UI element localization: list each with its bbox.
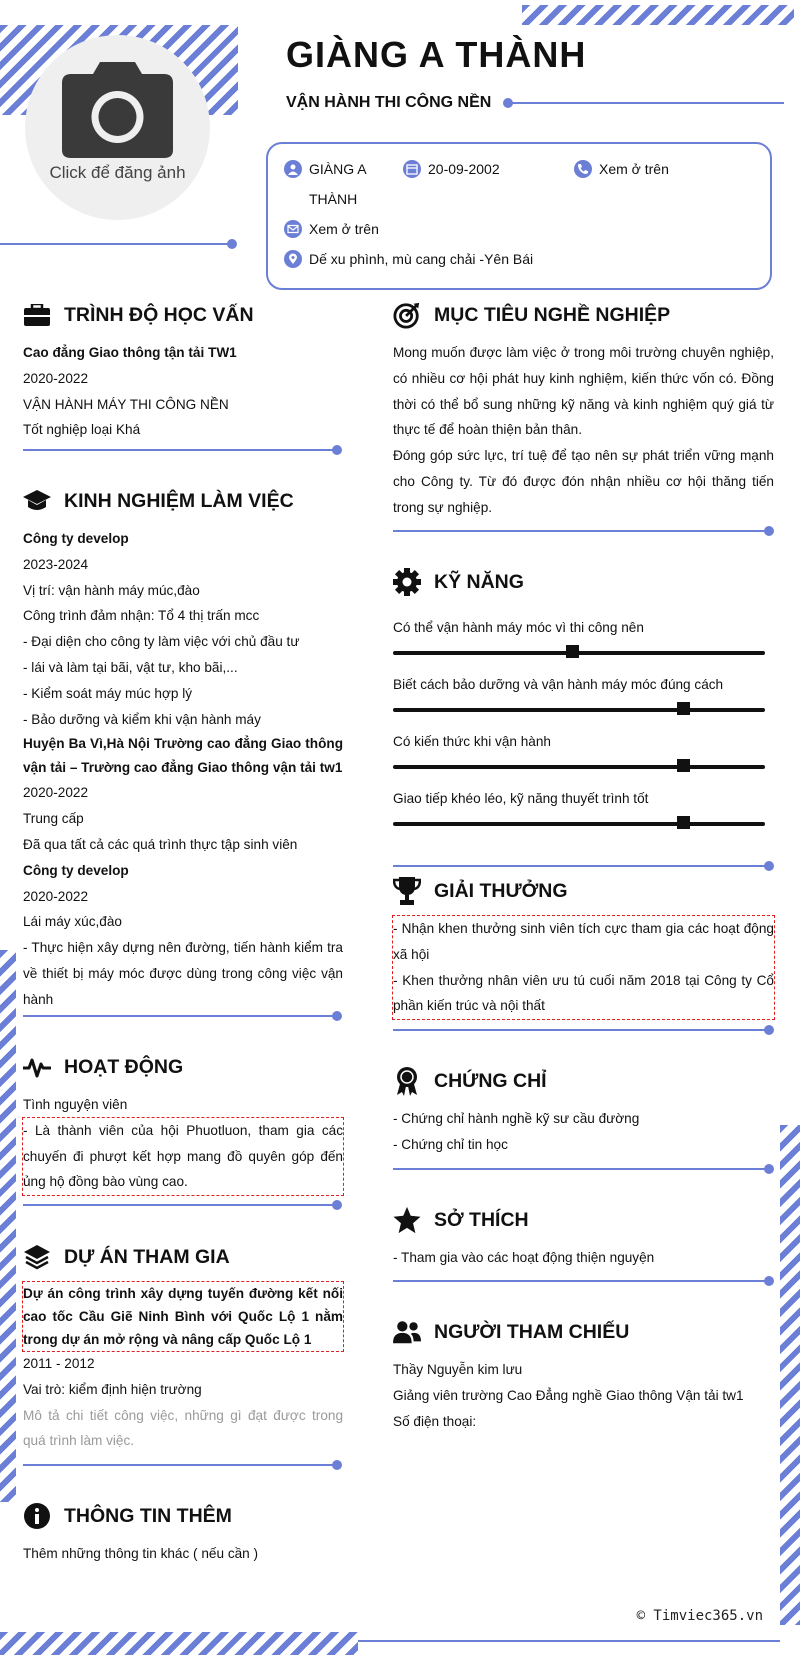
job-3-line: Lái máy xúc,đào — [23, 914, 122, 930]
footer-copyright: © Timviec365.vn — [636, 1608, 763, 1624]
project-role: Vai trò: kiểm định hiện trường — [23, 1381, 202, 1397]
award-item: - Nhận khen thưởng sinh viên tích cực tham gia các hoạt động xã hội — [393, 921, 774, 962]
certificates-section — [393, 1066, 774, 1158]
job-2-line: Trung cấp — [23, 811, 84, 827]
job-1-line: - Bảo dưỡng và kiểm khi vận hành máy — [23, 711, 261, 727]
extra-info-text: Thêm những thông tin khác ( nếu cần ) — [23, 1546, 259, 1561]
hobbies-divider — [393, 1280, 769, 1282]
project-name[interactable]: Dự án công trình xây dựng tuyến đường kết nối cao tốc Cầu Giẽ Ninh Bình với Quốc Lộ 1 nằm trong dự án mở rộng và nâng cấp Quốc Lộ 1 — [23, 1282, 343, 1351]
users-icon — [393, 1318, 421, 1346]
medal-icon — [393, 1067, 421, 1095]
projects-divider — [23, 1464, 337, 1466]
certificate-item: - Chứng chỉ hành nghề kỹ sư cầu đường — [393, 1111, 640, 1126]
reference-position: Giảng viên trường Cao Đẳng nghề Giao thông Vận tải tw1 — [393, 1387, 744, 1403]
decor-stripes-bottom-left — [0, 1632, 358, 1655]
certificates-title: CHỨNG CHỈ — [434, 1069, 547, 1092]
job-2-years: 2020-2022 — [23, 785, 89, 801]
decor-stripes-left-side — [0, 950, 16, 1502]
star-icon — [393, 1206, 421, 1234]
camera-icon — [62, 62, 173, 158]
awards-title: GIẢI THƯỞNG — [434, 879, 568, 902]
decor-stripes-top-right — [522, 5, 794, 25]
skill-slider-knob[interactable] — [677, 816, 690, 829]
phone-icon — [574, 160, 592, 178]
activities-role: Tình nguyện viên — [23, 1097, 128, 1112]
location-icon — [284, 250, 302, 268]
email-text: Xem ở trên — [309, 221, 379, 237]
references-section — [393, 1317, 774, 1434]
skill-bar — [393, 822, 765, 826]
experience-section — [23, 486, 343, 1013]
skill-label: Có thể vận hành máy móc vì thi công nên — [393, 620, 644, 635]
job-2-line: Đã qua tất cả các quá trình thực tập sinh viên — [23, 836, 298, 852]
calendar-icon — [403, 160, 421, 178]
birthday-text: 20-09-2002 — [428, 161, 500, 177]
job-1-company: Công ty develop — [23, 531, 129, 546]
candidate-name: GIÀNG A THÀNH — [286, 34, 587, 75]
job-1-line: - lái và làm tại bãi, vật tư, kho bãi,... — [23, 659, 238, 675]
job-1-line: - Kiểm soát máy múc hợp lý — [23, 685, 193, 701]
info-icon — [23, 1502, 51, 1530]
contact-name-line1: GIÀNG A — [309, 161, 367, 177]
education-major: VẬN HÀNH MÁY THI CÔNG NỀN — [23, 396, 229, 412]
job-3-line: - Thực hiện xây dựng nên đường, tiến hành kiểm tra về thiết bị máy móc được dùng trong công việc vận hành — [23, 940, 343, 1007]
project-years: 2011 - 2012 — [23, 1356, 95, 1371]
contact-name — [284, 154, 367, 214]
skill-label: Biết cách bảo dưỡng và vận hành máy móc đúng cách — [393, 677, 724, 692]
briefcase-icon — [23, 301, 51, 329]
contact-name-line2: THÀNH — [309, 191, 358, 207]
education-years: 2020-2022 — [23, 370, 89, 386]
skills-title: KỸ NĂNG — [434, 570, 524, 593]
phone-text: Xem ở trên — [599, 161, 669, 177]
contact-email — [284, 214, 379, 244]
job-1-line: Công trình đảm nhận: Tổ 4 thị trấn mcc — [23, 608, 260, 624]
skill-bar — [393, 708, 765, 712]
trophy-icon — [393, 877, 421, 905]
awards-list[interactable] — [393, 916, 774, 1019]
contact-box — [266, 142, 772, 290]
hobbies-section — [393, 1205, 774, 1271]
extra-info-section — [23, 1501, 343, 1567]
reference-name: Thầy Nguyễn kim lưu — [393, 1362, 523, 1377]
photo-caption: Click để đăng ảnh — [49, 163, 186, 182]
job-title-divider — [508, 102, 784, 104]
pulse-icon — [23, 1053, 51, 1081]
job-1-line: - Đại diện cho công ty làm việc với chủ đầu tư — [23, 634, 300, 650]
activities-title: HOẠT ĐỘNG — [64, 1055, 184, 1078]
activities-divider — [23, 1204, 337, 1206]
certificate-item: - Chứng chỉ tin học — [393, 1136, 508, 1152]
projects-title: DỰ ÁN THAM GIA — [64, 1245, 230, 1268]
job-1-years: 2023-2024 — [23, 556, 89, 572]
objective-section — [393, 300, 774, 521]
skill-bar — [393, 651, 765, 655]
certificates-divider — [393, 1168, 769, 1170]
job-3-company: Công ty develop — [23, 862, 129, 878]
activities-section — [23, 1052, 343, 1195]
address-text: Dế xu phình, mù cang chải -Yên Bái — [309, 251, 534, 267]
award-item: - Khen thưởng nhân viên ưu tú cuối năm 2018 tại Công ty Cổ phần kiến trúc và nội thất — [393, 972, 774, 1014]
extra-info-title: THÔNG TIN THÊM — [64, 1504, 232, 1527]
job-title: VẬN HÀNH THI CÔNG NỀN — [286, 94, 492, 111]
job-2-company: Huyện Ba Vì,Hà Nội Trường cao đẳng Giao thông vận tải – Trường cao đẳng Giao thông vận tải tw1 — [23, 736, 343, 776]
skill-slider-knob[interactable] — [677, 759, 690, 772]
reference-phone-label: Số điện thoại: — [393, 1413, 477, 1429]
project-description-placeholder[interactable]: Mô tả chi tiết công việc, những gì đạt được trong quá trình làm việc. — [23, 1407, 343, 1449]
decor-stripes-right-vertical — [786, 25, 794, 1125]
avatar-upload[interactable] — [25, 35, 210, 220]
skill-bar — [393, 765, 765, 769]
experience-title: KINH NGHIỆM LÀM VIỆC — [64, 489, 294, 512]
skills-list — [393, 619, 765, 826]
objective-paragraph-2: Đóng góp sức lực, trí tuệ để tạo nên sự phát triển vững mạnh cho Công ty. Từ đó được đón nhận nhiều cơ hội thăng tiến trong sự nghiệp. — [393, 448, 774, 515]
education-school: Cao đẳng Giao thông tận tải TW1 — [23, 345, 237, 360]
layers-icon — [23, 1243, 51, 1271]
objective-paragraph-1: Mong muốn được làm việc ở trong môi trường chuyên nghiệp, có nhiều cơ hội phát huy kinh nghiệm, kiến thức vốn có. Đồng thời có thể bổ sung những kỹ năng và kinh nghiệm quý giá từ thực tế để hoàn thiện bản thân. — [393, 345, 774, 438]
bottom-line — [358, 1640, 780, 1642]
education-title: TRÌNH ĐỘ HỌC VẤN — [64, 303, 254, 326]
education-result: Tốt nghiệp loại Khá — [23, 422, 141, 438]
skill-slider-knob[interactable] — [566, 645, 579, 658]
projects-section — [23, 1242, 343, 1454]
graduation-cap-icon — [23, 487, 51, 515]
gear-icon — [393, 568, 421, 596]
hobbies-text: - Tham gia vào các hoạt động thiện nguyện — [393, 1250, 655, 1265]
skills-divider — [393, 865, 769, 867]
hobbies-title: SỞ THÍCH — [434, 1208, 529, 1231]
skill-slider-knob[interactable] — [677, 702, 690, 715]
experience-divider — [23, 1015, 337, 1017]
awards-divider — [393, 1029, 769, 1031]
contact-birthday — [403, 154, 500, 184]
education-divider — [23, 449, 337, 451]
awards-section — [393, 876, 774, 1019]
objective-title: MỤC TIÊU NGHỀ NGHIỆP — [434, 303, 671, 326]
photo-divider — [0, 243, 232, 245]
job-1-line: Vị trí: vận hành máy múc,đào — [23, 582, 200, 598]
decor-stripes-right-side — [780, 1125, 800, 1625]
contact-phone — [574, 154, 669, 184]
objective-divider — [393, 530, 769, 532]
skill-label: Có kiến thức khi vận hành — [393, 734, 551, 749]
target-icon — [393, 301, 421, 329]
job-3-years: 2020-2022 — [23, 888, 89, 904]
skills-section — [393, 567, 765, 847]
education-section — [23, 300, 343, 443]
email-icon — [284, 220, 302, 238]
contact-address — [284, 244, 533, 274]
skill-label: Giao tiếp khéo léo, kỹ năng thuyết trình tốt — [393, 791, 649, 806]
user-icon — [284, 160, 302, 178]
activities-description[interactable]: - Là thành viên của hội Phuotluon, tham gia các chuyến đi phượt kết hợp mang đồ quyên góp đến ủng hộ đồng bào vùng cao. — [23, 1118, 343, 1195]
references-title: NGƯỜI THAM CHIẾU — [434, 1320, 630, 1343]
